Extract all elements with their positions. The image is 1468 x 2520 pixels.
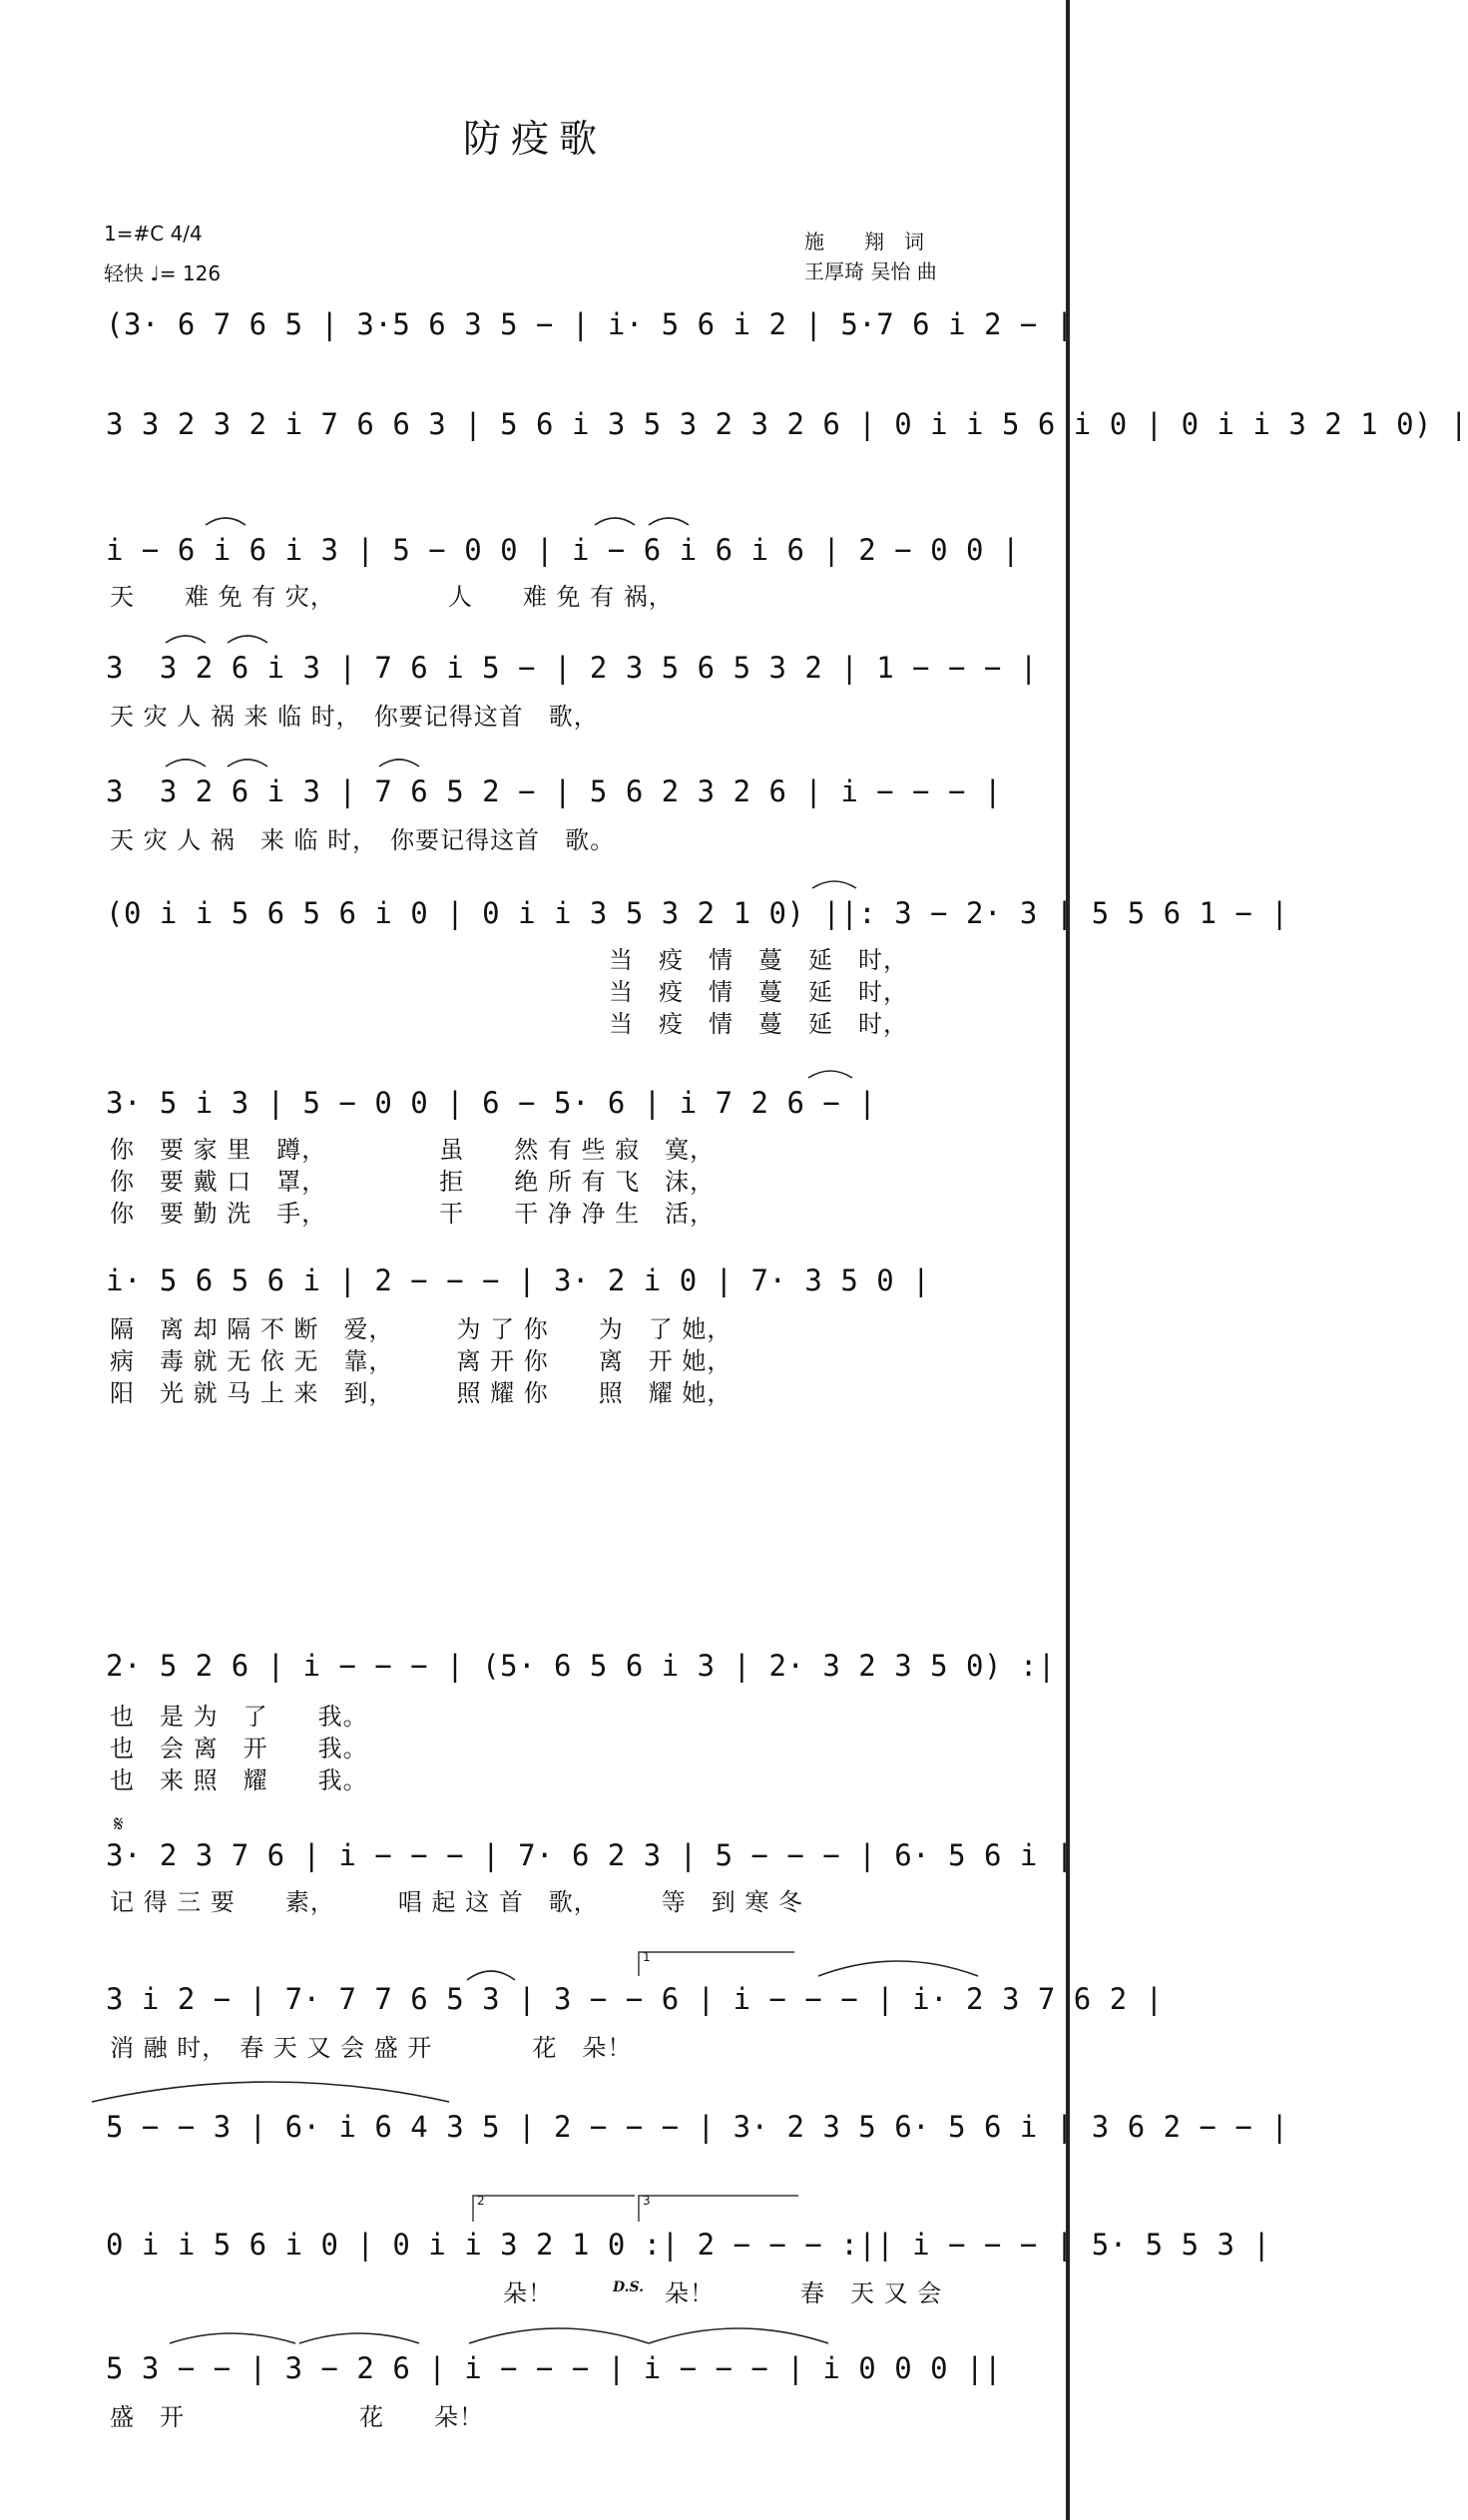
score-line-4: 3 3 2 6 i 3 | 7 6 i 5 − | 2 3 5 6 5 3 2 | 1 − − − | [106,651,1038,685]
score-line-14: 5 3 − − | 3 − 2 6 | i − − − | i − − − | i 0 0 0 || [106,2351,1002,2385]
segno-icon: 𝄋 [114,1812,124,1837]
score-line-2: 3 3 2 3 2 i 7 6 6 3 | 5 6 i 3 5 3 2 3 2 6 | 0 i i 5 6 i 0 | 0 i i 3 2 1 0) | [106,407,1468,441]
score-line-11: 3 i 2 − | 7· 7 7 6 5 3 | 3 − − 6 | i − − − | i· 2 3 7 6 2 | [106,1982,1164,2016]
lyricist-credit: 施 翔 词 [804,230,924,253]
score-line-1: (3· 6 7 6 5 | 3·5 6 3 5 − | i· 5 6 i 2 | 5·7 6 i 2 − | [106,307,1074,341]
lyric-line-10: 记 得 三 要 素， 唱 起 这 首 歌， 等 到 寒 冬 [110,1888,804,1916]
lyric-line-13b: 朵！ [665,2279,715,2307]
lyric-line-13a: 朵！ [503,2279,553,2307]
lyric-line-9a: 也 是 为 了 我。 [110,1703,368,1731]
key-signature: 1=#C 4/4 [104,222,203,246]
song-title: 防疫歌 [462,117,607,161]
lyric-line-6b: 当 疫 情 蔓 延 时， [609,978,908,1006]
lyric-line-7b: 你 要 戴 口 罩， 拒 绝 所 有 飞 沫， [110,1168,716,1196]
lyric-line-8b: 病 毒 就 无 依 无 靠， 离 开 你 离 开 她， [110,1347,733,1375]
volta-label-1: 1 [643,1950,651,1964]
lyric-line-6c: 当 疫 情 蔓 延 时， [609,1010,908,1038]
lyric-line-14: 盛 开 花 朵！ [110,2403,484,2431]
volta-label-2: 2 [477,2194,485,2208]
score-line-10: 3· 2 3 7 6 | i − − − | 7· 6 2 3 | 5 − − − | 6· 5 6 i | [106,1838,1074,1872]
score-line-7: 3· 5 i 3 | 5 − 0 0 | 6 − 5· 6 | i 7 2 6 − | [106,1086,877,1120]
slurs [92,518,978,2343]
score-line-9: 2· 5 2 6 | i − − − | (5· 6 5 6 i 3 | 2· 3 2 3 5 0) :| [106,1649,1056,1683]
lyric-line-7a: 你 要 家 里 蹲， 虽 然 有 些 寂 寞， [110,1136,716,1164]
lyric-line-3: 天 难 免 有 灾， 人 难 免 有 祸， [110,583,674,611]
lyric-line-6a: 当 疫 情 蔓 延 时， [609,946,908,974]
score-line-12: 5 − − 3 | 6· i 6 4 3 5 | 2 − − − | 3· 2 3 5 6· 5 6 i | 3 6 2 − − | [106,2110,1289,2144]
lyric-line-7c: 你 要 勤 洗 手， 干 干 净 净 生 活， [110,1200,716,1228]
ds-marking: D.S. [613,2279,645,2295]
lyric-line-5: 天 灾 人 祸 来 临 时， 你要记得这首 歌。 [110,826,616,854]
tempo-marking: 轻快 ♩= 126 [104,261,222,285]
score-line-5: 3 3 2 6 i 3 | 7 6 5 2 − | 5 6 2 3 2 6 | i − − − | [106,774,1002,808]
lyric-line-11: 消 融 时， 春 天 又 会 盛 开 花 朵！ [110,2034,633,2062]
score-line-13: 0 i i 5 6 i 0 | 0 i i 3 2 1 0 :| 2 − − − :|| i − − − | 5· 5 5 3 | [106,2228,1271,2262]
lyric-line-8a: 隔 离 却 隔 不 断 爱， 为 了 你 为 了 她， [110,1315,733,1343]
lyric-line-8c: 阳 光 就 马 上 来 到， 照 耀 你 照 耀 她， [110,1379,733,1407]
volta-label-3: 3 [643,2194,651,2208]
score-line-3: i − 6 i 6 i 3 | 5 − 0 0 | i − 6 i 6 i 6 | 2 − 0 0 | [106,533,1020,567]
lyric-line-9c: 也 来 照 耀 我。 [110,1766,368,1794]
lyric-line-4: 天 灾 人 祸 来 临 时， 你要记得这首 歌， [110,703,599,731]
score-line-8: i· 5 6 5 6 i | 2 − − − | 3· 2 i 0 | 7· 3 5 0 | [106,1263,931,1297]
composer-credit: 王厚琦 吴怡 曲 [804,259,937,283]
volta-brackets [473,1952,798,2222]
lyric-line-13c: 春 天 又 会 [800,2279,943,2307]
score-line-6: (0 i i 5 6 5 6 i 0 | 0 i i 3 5 3 2 1 0) ||: 3 − 2· 3 | 5 5 6 1 − | [106,896,1289,930]
lyric-line-9b: 也 会 离 开 我。 [110,1735,368,1763]
